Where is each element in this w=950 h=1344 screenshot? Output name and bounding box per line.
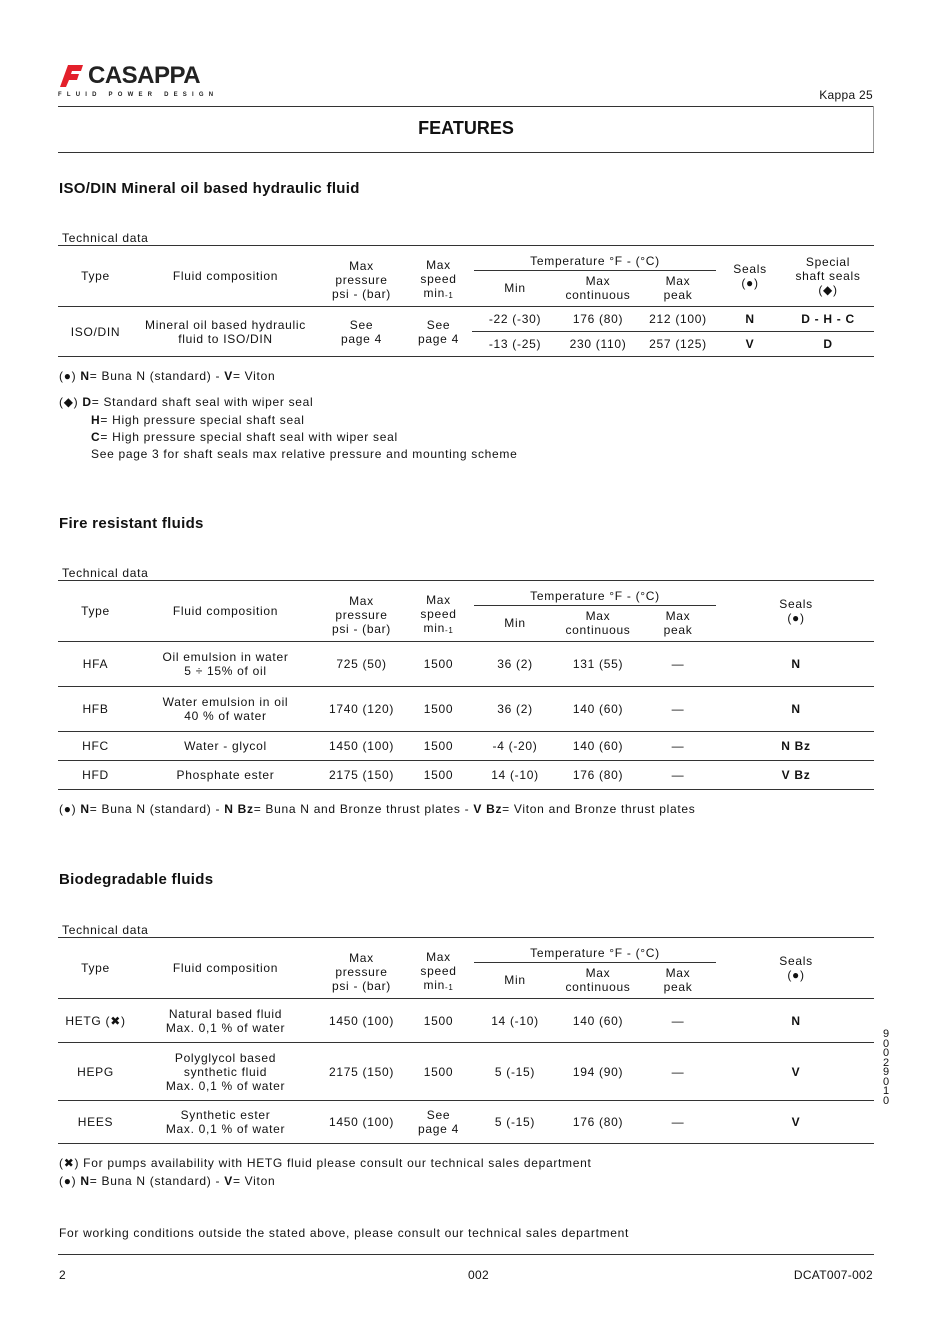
cell-temp-min: 36 (2) xyxy=(472,687,558,732)
section-title: Fire resistant fluids xyxy=(59,515,204,532)
header-temperature-label: Temperature °F - (°C) xyxy=(474,589,716,606)
header-speed-exponent: -1 xyxy=(444,290,454,300)
closing-note: For working conditions outside the stated above, please consult our technical sales department xyxy=(59,1226,630,1240)
cell-temp-min: 14 (-10) xyxy=(472,999,558,1043)
logo-tagline: FLUID POWER DESIGN xyxy=(58,92,219,98)
cell-temp-max-peak: 212 (100) xyxy=(638,307,718,332)
footer-divider xyxy=(58,1254,874,1255)
cell-fluid: Mineral oil based hydraulic fluid to ISO/DIN xyxy=(133,307,318,357)
cell-pressure: 2175 (150) xyxy=(318,761,405,790)
cell-temp-max-peak: — xyxy=(638,1101,718,1144)
document-code: DCAT007-002 xyxy=(793,1268,873,1282)
cell-pressure: 725 (50) xyxy=(318,642,405,687)
header-max-speed-text: Max speed min xyxy=(420,257,457,300)
cell-temp-max-peak: — xyxy=(638,999,718,1043)
header-temp-min: Min xyxy=(472,606,558,642)
note-text: (●) xyxy=(59,802,81,816)
cell-temp-max-peak: — xyxy=(638,687,718,732)
logo-wordmark: CASAPPA xyxy=(88,62,201,89)
casappa-logo-mark-icon xyxy=(58,63,84,89)
header-temperature xyxy=(472,246,718,271)
header-temp-max-peak: Max peak xyxy=(638,606,718,642)
cell-speed: 1500 xyxy=(405,999,472,1043)
cell-temp-min: 5 (-15) xyxy=(472,1043,558,1101)
note-code: V xyxy=(224,369,233,383)
header-temp-max-continuous: Max continuous xyxy=(558,606,638,642)
table-row xyxy=(58,1101,874,1144)
note-text: = Buna N (standard) - xyxy=(89,802,225,816)
section-title: Biodegradable fluids xyxy=(59,871,214,888)
cell-temp-max-peak: — xyxy=(638,732,718,761)
header-type: Type xyxy=(58,938,133,999)
cell-special-shaft-seals: D xyxy=(782,332,874,357)
section-title: ISO/DIN Mineral oil based hydraulic fluid xyxy=(59,180,360,197)
cell-temp-min: 36 (2) xyxy=(472,642,558,687)
header-seals: Seals (●) xyxy=(718,246,782,307)
cell-temp-max-continuous: 140 (60) xyxy=(558,732,638,761)
cell-temp-max-peak: — xyxy=(638,642,718,687)
cell-pressure: 1740 (120) xyxy=(318,687,405,732)
cell-temp-max-peak: — xyxy=(638,761,718,790)
technical-data-table xyxy=(58,245,874,357)
header-max-pressure: Max pressure psi - (bar) xyxy=(318,581,405,642)
cell-pressure: See page 4 xyxy=(318,307,405,357)
table-row xyxy=(58,642,874,687)
note-text: = Viton xyxy=(232,1174,276,1188)
cell-type: HFB xyxy=(58,687,133,732)
cell-temp-max-continuous: 140 (60) xyxy=(558,999,638,1043)
table-note xyxy=(59,447,517,461)
note-text: (●) xyxy=(59,369,81,383)
cell-temp-max-continuous: 176 (80) xyxy=(558,307,638,332)
cell-pressure: 1450 (100) xyxy=(318,732,405,761)
note-code: N xyxy=(80,1174,90,1188)
note-text: = High pressure special shaft seal xyxy=(100,413,305,427)
header-temperature xyxy=(472,581,718,606)
cell-pressure: 1450 (100) xyxy=(318,1101,405,1144)
cell-seals: N Bz xyxy=(718,732,874,761)
table-note xyxy=(59,430,398,444)
cell-fluid: Water - glycol xyxy=(133,732,318,761)
header-temp-max-peak: Max peak xyxy=(638,271,718,307)
header-temp-min: Min xyxy=(472,271,558,307)
table-note xyxy=(59,413,305,427)
note-code: N Bz xyxy=(224,802,254,816)
note-text: = Buna N and Bronze thrust plates - xyxy=(253,802,474,816)
header-seals: Seals (●) xyxy=(718,581,874,642)
cell-speed: 1500 xyxy=(405,761,472,790)
cell-fluid: Polyglycol based synthetic fluid Max. 0,1 % of water xyxy=(133,1043,318,1101)
header-temp-max-continuous: Max continuous xyxy=(558,271,638,307)
note-text: = Viton xyxy=(232,369,276,383)
note-code: D xyxy=(82,395,92,409)
cell-fluid: Phosphate ester xyxy=(133,761,318,790)
table-note xyxy=(59,369,275,383)
title-divider xyxy=(58,152,874,153)
table-row xyxy=(58,307,874,332)
header-temp-max-peak: Max peak xyxy=(638,963,718,999)
note-code: N xyxy=(80,369,90,383)
note-code: V xyxy=(224,1174,233,1188)
cell-speed: 1500 xyxy=(405,642,472,687)
note-text: = Viton and Bronze thrust plates xyxy=(502,802,696,816)
header-special-shaft-seals: Special shaft seals (◆) xyxy=(782,246,874,307)
header-speed-exponent: -1 xyxy=(444,982,454,992)
table-header-row xyxy=(58,581,874,606)
table-header-row xyxy=(58,938,874,963)
header-divider xyxy=(58,106,874,107)
cell-speed: See page 4 xyxy=(405,1101,472,1144)
cell-temp-min: -22 (-30) xyxy=(472,307,558,332)
technical-data-table xyxy=(58,937,874,1144)
cell-special-shaft-seals: D - H - C xyxy=(782,307,874,332)
note-code: V Bz xyxy=(473,802,503,816)
table-note xyxy=(59,802,695,816)
cell-pressure: 2175 (150) xyxy=(318,1043,405,1101)
header-max-speed xyxy=(405,246,472,307)
cell-fluid: Synthetic ester Max. 0,1 % of water xyxy=(133,1101,318,1144)
technical-data-label: Technical data xyxy=(62,231,149,245)
note-text: = Buna N (standard) - xyxy=(89,1174,225,1188)
table-note xyxy=(59,395,313,409)
cell-type: HEPG xyxy=(58,1043,133,1101)
footer-center-code: 002 xyxy=(468,1268,489,1282)
table-row xyxy=(58,687,874,732)
cell-speed: 1500 xyxy=(405,732,472,761)
header-temperature xyxy=(472,938,718,963)
page-number: 2 xyxy=(59,1268,66,1282)
note-text: = Standard shaft seal with wiper seal xyxy=(91,395,314,409)
cell-type: HFC xyxy=(58,732,133,761)
header-fluid-composition: Fluid composition xyxy=(133,246,318,307)
cell-type: HETG (✖) xyxy=(58,999,133,1043)
table-row xyxy=(58,761,874,790)
cell-seals: V Bz xyxy=(718,761,874,790)
table-note xyxy=(59,1174,275,1188)
header-speed-exponent: -1 xyxy=(444,625,454,635)
header-temp-min: Min xyxy=(472,963,558,999)
cell-fluid: Water emulsion in oil 40 % of water xyxy=(133,687,318,732)
cell-seals: N xyxy=(718,307,782,332)
cell-temp-max-continuous: 194 (90) xyxy=(558,1043,638,1101)
product-name: Kappa 25 xyxy=(819,88,873,102)
header-type: Type xyxy=(58,246,133,307)
header-temp-max-continuous: Max continuous xyxy=(558,963,638,999)
header-max-speed-text: Max speed min xyxy=(420,949,457,992)
cell-seals: N xyxy=(718,642,874,687)
cell-speed: 1500 xyxy=(405,687,472,732)
cell-temp-max-peak: — xyxy=(638,1043,718,1101)
header-max-speed xyxy=(405,581,472,642)
header-max-pressure: Max pressure psi - (bar) xyxy=(318,938,405,999)
cell-temp-max-peak: 257 (125) xyxy=(638,332,718,357)
technical-data-table xyxy=(58,580,874,790)
cell-type: HFA xyxy=(58,642,133,687)
page-title: FEATURES xyxy=(418,118,514,138)
cell-pressure: 1450 (100) xyxy=(318,999,405,1043)
cell-temp-max-continuous: 176 (80) xyxy=(558,1101,638,1144)
header-temperature-label: Temperature °F - (°C) xyxy=(474,946,716,963)
cell-fluid: Oil emulsion in water 5 ÷ 15% of oil xyxy=(133,642,318,687)
header-seals: Seals (●) xyxy=(718,938,874,999)
table-row xyxy=(58,1043,874,1101)
header-temperature-label: Temperature °F - (°C) xyxy=(474,254,716,271)
header-max-speed xyxy=(405,938,472,999)
note-text: See page 3 for shaft seals max relative pressure and mounting scheme xyxy=(91,447,518,461)
cell-temp-max-continuous: 140 (60) xyxy=(558,687,638,732)
cell-temp-min: -4 (-20) xyxy=(472,732,558,761)
note-text: (✖) For pumps availability with HETG fluid please consult our technical sales department xyxy=(59,1156,592,1170)
table-note xyxy=(59,1156,592,1170)
cell-fluid: Natural based fluid Max. 0,1 % of water xyxy=(133,999,318,1043)
cell-type: HFD xyxy=(58,761,133,790)
cell-seals: V xyxy=(718,332,782,357)
casappa-logo xyxy=(58,62,219,100)
note-text: (◆) xyxy=(59,395,83,409)
cell-temp-min: 14 (-10) xyxy=(472,761,558,790)
cell-temp-min: 5 (-15) xyxy=(472,1101,558,1144)
cell-temp-max-continuous: 131 (55) xyxy=(558,642,638,687)
cell-temp-min: -13 (-25) xyxy=(472,332,558,357)
technical-data-label: Technical data xyxy=(62,923,149,937)
header-max-pressure: Max pressure psi - (bar) xyxy=(318,246,405,307)
cell-speed: 1500 xyxy=(405,1043,472,1101)
note-text: (●) xyxy=(59,1174,81,1188)
note-code: N xyxy=(80,802,90,816)
cell-seals: V xyxy=(718,1043,874,1101)
note-code: C xyxy=(91,430,101,444)
header-fluid-composition: Fluid composition xyxy=(133,581,318,642)
cell-temp-max-continuous: 176 (80) xyxy=(558,761,638,790)
cell-type: ISO/DIN xyxy=(58,307,133,357)
cell-seals: N xyxy=(718,999,874,1043)
cell-temp-max-continuous: 230 (110) xyxy=(558,332,638,357)
header-fluid-composition: Fluid composition xyxy=(133,938,318,999)
cell-seals: N xyxy=(718,687,874,732)
cell-type: HEES xyxy=(58,1101,133,1144)
note-text: = High pressure special shaft seal with wiper seal xyxy=(100,430,398,444)
header-type: Type xyxy=(58,581,133,642)
note-text: = Buna N (standard) - xyxy=(89,369,225,383)
note-code: H xyxy=(91,413,101,427)
cell-seals: V xyxy=(718,1101,874,1144)
table-row xyxy=(58,999,874,1043)
cell-speed: See page 4 xyxy=(405,307,472,357)
technical-data-label: Technical data xyxy=(62,566,149,580)
header-max-speed-text: Max speed min xyxy=(420,592,457,635)
table-header-row xyxy=(58,246,874,271)
table-row xyxy=(58,732,874,761)
side-code: 90029010 xyxy=(882,1028,890,1107)
